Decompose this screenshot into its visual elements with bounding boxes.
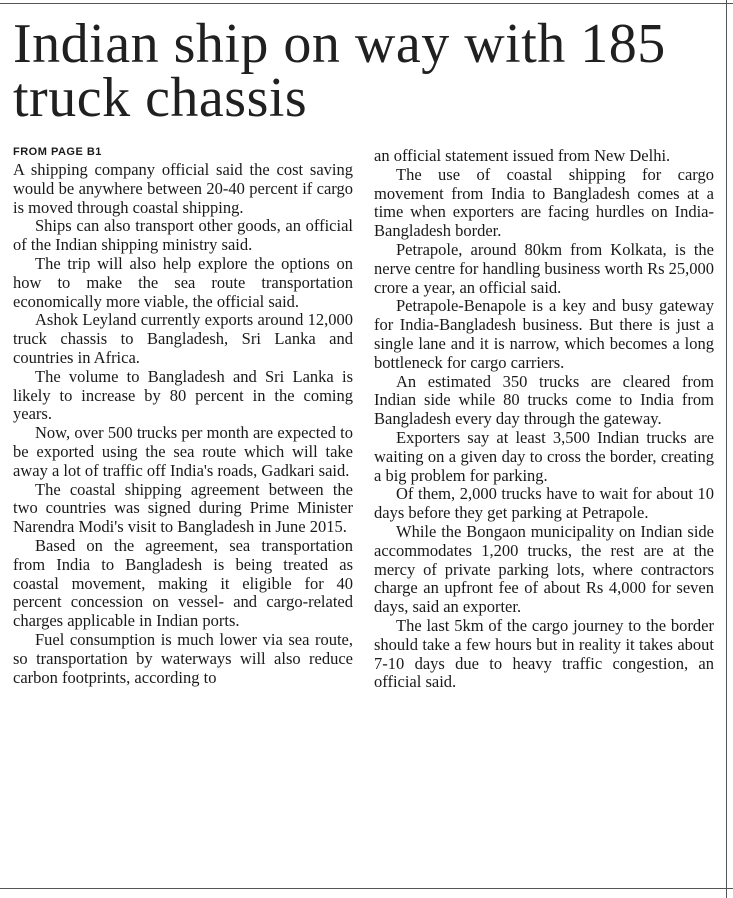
bottom-rule: [0, 888, 733, 889]
paragraph: The last 5km of the cargo journey to the border should take a few hours but in reality it takes about 7-10 days due to heavy traffic congestion, an official said.: [374, 615, 714, 692]
paragraph: Petrapole, around 80km from Kolkata, is the nerve centre for handling business worth Rs 25,000 crore a year, an official said.: [374, 239, 715, 297]
paragraph: Based on the agreement, sea transportation from India to Bangladesh is being treated as coastal movement, making it eligible for 40 percent concession on vessel- and cargo-related charges applicable in Indian ports.: [13, 535, 353, 631]
paragraph: A shipping company official said the cost saving would be anywhere between 20-40 percent if cargo is moved through coastal shipping.: [13, 160, 353, 217]
paragraph: The coastal shipping agreement between the two countries was signed during Prime Minister Narendra Modi's visit to Bangladesh in June 2015.: [13, 479, 353, 537]
right-rule: [726, 0, 727, 898]
paragraph: An estimated 350 trucks are cleared from Indian side while 80 trucks come to India from Bangladesh every day through the gateway.: [374, 371, 714, 429]
paragraph: Now, over 500 trucks per month are expected to be exported using the sea route which will take away a lot of traffic off India's roads, Gadkari said.: [13, 423, 353, 480]
paragraph: Exporters say at least 3,500 Indian trucks are waiting on a given day to cross the border, creating a big problem for parking.: [374, 427, 714, 485]
paragraph: Of them, 2,000 trucks have to wait for about 10 days before they get parking at Petrapole.: [374, 484, 714, 523]
paragraph: The trip will also help explore the options on how to make the sea route transportation economically more viable, the official said.: [13, 253, 353, 311]
paragraph: an official statement issued from New Delhi.: [374, 146, 671, 165]
paragraph: Petrapole-Benapole is a key and busy gateway for India-Bangladesh business. But there is just a single lane and it is narrow, which becomes a long bottleneck for cargo carriers.: [374, 296, 714, 372]
from-page-label: FROM PAGE B1: [13, 146, 102, 158]
paragraph: The volume to Bangladesh and Sri Lanka is likely to increase by 80 percent in the coming years.: [13, 366, 353, 424]
left-column: [13, 145, 353, 687]
top-rule: [0, 3, 733, 4]
paragraph: The use of coastal shipping for cargo movement from India to Bangladesh comes at a time when exporters are facing hurdles on India-Bangladesh border.: [374, 164, 714, 241]
paragraph: Ships can also transport other goods, an official of the Indian shipping ministry said.: [13, 216, 353, 255]
headline: Indian ship on way with 185 truck chassis: [13, 13, 666, 129]
paragraph: While the Bongaon municipality on Indian side accommodates 1,200 trucks, the rest are at the mercy of private parking lots, where contractors charge an upfront fee of about Rs 4,000 for seven days, said an exporter.: [374, 521, 714, 617]
right-column: [374, 147, 714, 692]
paragraph: Fuel consumption is much lower via sea route, so transportation by waterways will also reduce carbon footprints, according to: [13, 629, 353, 687]
paragraph: Ashok Leyland currently exports around 12,000 truck chassis to Bangladesh, Sri Lanka and countries in Africa.: [13, 310, 353, 367]
